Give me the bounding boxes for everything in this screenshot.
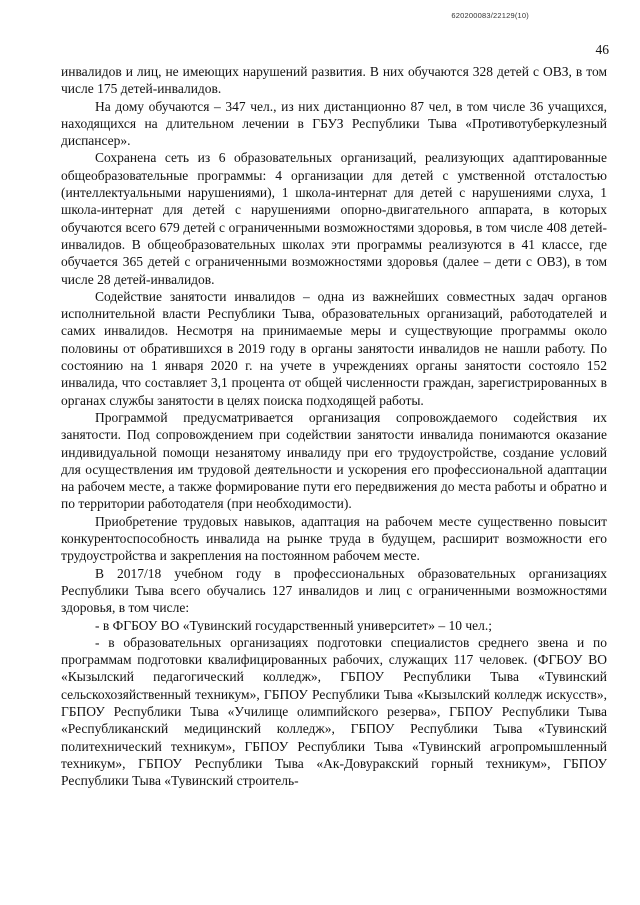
- paragraph-5: Программой предусматривается организация сопровождаемого содействия их занятости. Под сопровождением при содействии занятости инвалида понимаются оказание индивидуальной помощи незанятому инвалиду при его трудоустройстве, создание условий для осуществления им трудовой деятельности и ускорения его профессиональной адаптации на рабочем месте, а также формирование пути его передвижения до места работы и обратно и по территории работодателя (при необходимости).: [61, 409, 607, 512]
- paragraph-2: На дому обучаются – 347 чел., из них дистанционно 87 чел, в том числе 36 учащихся, находящихся на длительном лечении в ГБУЗ Республики Тыва «Противотуберкулезный диспансер».: [61, 98, 607, 149]
- paragraph-1: инвалидов и лиц, не имеющих нарушений развития. В них обучаются 328 детей с ОВЗ, в том числе 175 детей-инвалидов.: [61, 64, 607, 97]
- paragraph-4: Содействие занятости инвалидов – одна из важнейших совместных задач органов исполнительной власти Республики Тыва, образовательных организаций, работодателей и самих инвалидов. Несмотря на принимаемые меры и существующие программы около половины от обратившихся в 2019 году в органы занятости инвалидов не нашли работу. По состоянию на 1 января 2020 г. на учете в учреждениях органы занятости состояло 152 инвалида, что составляет 3,1 процента от общей численности граждан, зарегистрированных в органах службы занятости в целях поиска подходящей работы.: [61, 288, 607, 408]
- document-id: 620200083/22129(10): [451, 11, 529, 20]
- paragraph-6: Приобретение трудовых навыков, адаптация на рабочем месте существенно повысит конкурентоспособность инвалида на рынке труда в будущем, расширит возможности его трудоустройства и закрепления на постоянном рабочем месте.: [61, 513, 607, 564]
- page-number: 46: [595, 42, 609, 57]
- document-body: [61, 63, 607, 789]
- paragraph-3: Сохранена сеть из 6 образовательных организаций, реализующих адаптированные общеобразовательные программы: 4 организации для детей с умственной отсталостью (интеллектуальными нарушениями), 1 школа-интернат для детей с нарушениями слуха, 1 школа-интернат для детей с нарушениями опорно-двигательного аппарата, в которых обучаются всего 679 детей с ограниченными возможностями здоровья, в том числе 408 детей-инвалидов. В общеобразовательных школах эти программы реализуются в 41 классе, где обучается 365 детей с ограниченными возможностями здоровья (далее – дети с ОВЗ), в том числе 28 детей-инвалидов.: [61, 150, 607, 287]
- list-item: - в образовательных организациях подготовки специалистов среднего звена и по программам подготовки квалифицированных рабочих, служащих 117 человек. (ФГБОУ ВО «Кызылский педагогический колледж», ГБПОУ Республики Тыва «Тувинский сельскохозяйственный техникум», ГБПОУ Республики Тыва «Кызылский колледж искусств», ГБПОУ Республики Тыва «Училище олимпийского резерва», ГБПОУ Республики Тыва «Республиканский медицинский колледж», ГБПОУ Республики Тыва «Тувинский политехнический техникум», ГБПОУ Республики Тыва «Тувинский агропромышленный техникум», ГБПОУ Республики Тыва «Ак-Довуракский горный техникум», ГБПОУ Республики Тыва «Тувинский строитель-: [61, 634, 607, 789]
- list-item: - в ФГБОУ ВО «Тувинский государственный университет» – 10 чел.;: [95, 617, 492, 633]
- paragraph-7: В 2017/18 учебном году в профессиональных образовательных организациях Республики Тыва всего обучались 127 инвалидов и лиц с ограниченными возможностями здоровья, в том числе:: [61, 565, 607, 616]
